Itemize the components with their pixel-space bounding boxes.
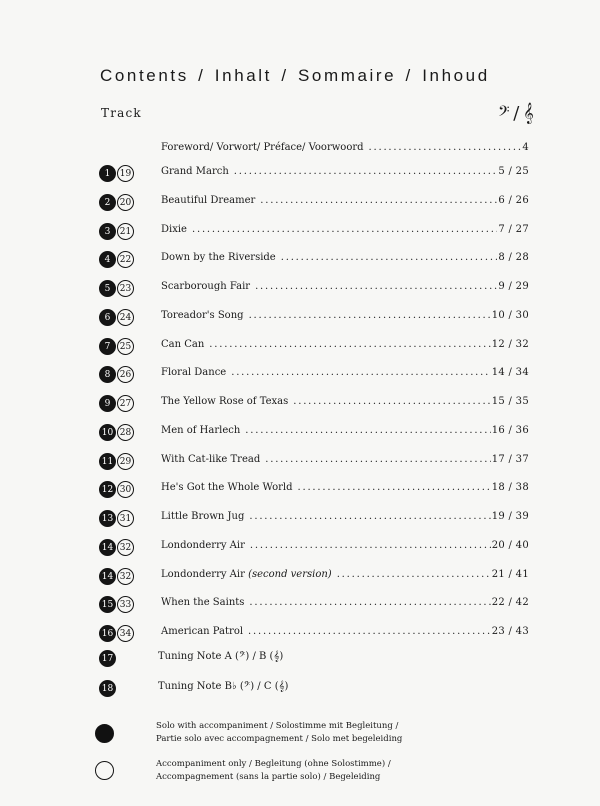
- toc-row[interactable]: [0, 453, 600, 475]
- track-badges: [99, 194, 134, 214]
- track-badges: [99, 481, 134, 501]
- accompaniment-track-icon: 19: [117, 165, 134, 182]
- accompaniment-track-icon: 20: [117, 194, 134, 211]
- track-badges: [99, 596, 134, 616]
- track-column-label: Track: [101, 106, 142, 120]
- toc-row[interactable]: [0, 251, 600, 273]
- solo-track-icon: 12: [99, 481, 116, 498]
- toc-entry: [161, 166, 529, 177]
- toc-entry: [161, 367, 529, 378]
- track-badges: [99, 510, 134, 530]
- accompaniment-track-icon: 21: [117, 223, 134, 240]
- entry-page: 15 / 35: [491, 396, 529, 407]
- solo-track-icon: 3: [99, 223, 116, 240]
- track-badges: [99, 539, 134, 559]
- entry-title: American Patrol: [161, 626, 244, 637]
- accompaniment-track-icon: 26: [117, 366, 134, 383]
- solo-track-icon: 6: [99, 309, 116, 326]
- entry-subtitle: (second version): [248, 568, 332, 580]
- accompaniment-track-icon: 28: [117, 424, 134, 441]
- dot-leader: [369, 142, 522, 153]
- toc-entry: [161, 310, 529, 321]
- clef-icon: 𝄢 / 𝄞: [498, 103, 533, 124]
- accompaniment-track-icon: 32: [117, 539, 134, 556]
- toc-entry: [161, 626, 529, 637]
- entry-title: He's Got the Whole World: [161, 482, 293, 494]
- toc-row[interactable]: [0, 309, 600, 331]
- accompaniment-track-icon: 30: [117, 481, 134, 498]
- track-badges: [99, 625, 134, 645]
- entry-title-wrap: [161, 626, 243, 637]
- solo-track-icon: 5: [99, 280, 116, 297]
- solo-track-icon: 14: [99, 568, 116, 585]
- toc-row[interactable]: [0, 625, 600, 647]
- entry-title-wrap: [161, 166, 229, 177]
- solo-legend-line: Partie solo avec accompagnement / Solo met begeleiding: [156, 734, 403, 744]
- solo-track-icon: 1: [99, 165, 116, 182]
- entry-title-wrap: [161, 482, 293, 493]
- accompaniment-track-icon: 24: [117, 309, 134, 326]
- dot-leader: [231, 367, 491, 378]
- track-badges: [99, 424, 134, 444]
- track-badges: [99, 165, 134, 185]
- dot-leader: [293, 396, 490, 407]
- accompaniment-track-icon: 25: [117, 338, 134, 355]
- entry-title: Londonderry Air: [161, 539, 245, 551]
- entry-title-wrap: [161, 511, 244, 522]
- dot-leader: [248, 626, 491, 637]
- toc-row[interactable]: [0, 539, 600, 561]
- entry-title: Scarborough Fair: [161, 281, 251, 292]
- solo-track-icon: 14: [99, 539, 116, 556]
- entry-title: Grand March: [161, 166, 229, 177]
- entry-title: When the Saints: [161, 597, 245, 609]
- accompaniment-legend-text: [156, 758, 416, 784]
- solo-track-icon: 16: [99, 625, 116, 642]
- entry-page: 9 / 29: [498, 281, 529, 292]
- track-badges: [99, 223, 134, 243]
- toc-entry: [161, 511, 529, 522]
- solo-track-icon: 2: [99, 194, 116, 211]
- dot-leader: [265, 454, 490, 465]
- page-title: Contents / Inhalt / Sommaire / Inhoud: [100, 66, 490, 85]
- entry-title: Beautiful Dreamer: [161, 194, 256, 206]
- toc-entry: [161, 425, 529, 436]
- entry-title: Londonderry Air: [161, 568, 245, 580]
- solo-legend-icon: [95, 724, 114, 743]
- accompaniment-track-icon: 31: [117, 510, 134, 527]
- entry-title-wrap: [161, 425, 240, 436]
- toc-row[interactable]: [0, 481, 600, 503]
- entry-title-wrap: [161, 252, 276, 263]
- accompaniment-track-icon: 33: [117, 596, 134, 613]
- entry-title: Little Brown Jug: [161, 511, 245, 522]
- toc-row[interactable]: [0, 280, 600, 302]
- accompaniment-track-icon: 32: [117, 568, 134, 585]
- entry-title-wrap: [161, 310, 244, 321]
- dot-leader: [209, 339, 490, 350]
- dot-leader: [281, 252, 498, 263]
- solo-track-icon: 13: [99, 510, 116, 527]
- solo-track-icon: 10: [99, 424, 116, 441]
- entry-title: Can Can: [161, 338, 205, 350]
- toc-entry: [161, 569, 529, 580]
- dot-leader: [234, 166, 498, 177]
- toc-entry: [161, 339, 529, 350]
- tuning-row[interactable]: [0, 650, 600, 672]
- entry-page: 17 / 37: [491, 453, 529, 465]
- solo-track-icon: 15: [99, 596, 116, 613]
- accompaniment-legend-icon: [95, 761, 114, 780]
- solo-legend-text: [156, 720, 416, 746]
- entry-page: 4: [522, 142, 529, 153]
- dot-leader: [249, 511, 490, 522]
- dot-leader: [255, 281, 497, 292]
- toc-row[interactable]: [0, 596, 600, 618]
- accompaniment-track-icon: 22: [117, 251, 134, 268]
- dot-leader: [260, 195, 497, 206]
- entry-page: 23 / 43: [491, 626, 529, 637]
- entry-page: 21 / 41: [491, 568, 529, 580]
- entry-title: The Yellow Rose of Texas: [161, 396, 289, 407]
- toc-row[interactable]: [0, 568, 600, 590]
- toc-entry: [161, 224, 529, 235]
- entry-page: 14 / 34: [491, 367, 529, 379]
- tuning-note-label: Tuning Note B♭ (𝄢) / C (𝄞): [158, 681, 289, 692]
- toc-row[interactable]: [0, 338, 600, 360]
- dot-leader: [245, 425, 490, 436]
- dot-leader: [249, 597, 490, 608]
- entry-page: 12 / 32: [491, 338, 529, 350]
- toc-entry: [161, 142, 529, 153]
- entry-title-wrap: [161, 540, 245, 551]
- track-badges: [99, 453, 134, 473]
- entry-page: 22 / 42: [491, 597, 529, 609]
- toc-entry: [161, 195, 529, 206]
- solo-track-icon: 11: [99, 453, 116, 470]
- tuning-row[interactable]: [0, 680, 600, 702]
- dot-leader: [250, 540, 491, 551]
- toc-entry: [161, 597, 529, 608]
- solo-track-icon: 7: [99, 338, 116, 355]
- tuning-note-label: Tuning Note A (𝄢) / B (𝄞): [158, 651, 284, 662]
- track-badges: [99, 280, 134, 300]
- entry-page: 20 / 40: [491, 539, 529, 551]
- entry-title-wrap: [161, 597, 244, 608]
- toc-entry: [161, 482, 529, 493]
- entry-title: Foreword/ Vorwort/ Préface/ Voorwoord: [161, 142, 364, 153]
- entry-page: 5 / 25: [498, 166, 529, 177]
- accompaniment-legend-line: Accompagnement (sans la partie solo) / Begeleiding: [156, 772, 381, 782]
- entry-page: 8 / 28: [498, 252, 529, 264]
- track-badges: [99, 568, 134, 588]
- track-badges: [99, 680, 116, 700]
- entry-page: 7 / 27: [498, 223, 529, 235]
- toc-entry: [161, 252, 529, 263]
- entry-title: Down by the Riverside: [161, 252, 276, 264]
- entry-title-wrap: [161, 367, 226, 378]
- solo-track-icon: 9: [99, 395, 116, 412]
- track-badges: [99, 650, 116, 670]
- entry-title-wrap: [161, 224, 187, 235]
- entry-title-wrap: [161, 195, 255, 206]
- solo-legend-line: Solo with accompaniment / Solostimme mit Begleitung /: [156, 721, 399, 731]
- entry-title-wrap: [161, 281, 250, 292]
- toc-row[interactable]: [0, 366, 600, 388]
- entry-title: Toreador's Song: [161, 309, 244, 321]
- track-badges: [99, 395, 134, 415]
- toc-row[interactable]: [0, 165, 600, 187]
- accompaniment-track-icon: 29: [117, 453, 134, 470]
- toc-row[interactable]: [0, 395, 600, 417]
- solo-track-icon: 4: [99, 251, 116, 268]
- entry-title-wrap: [161, 396, 288, 407]
- toc-row[interactable]: [0, 510, 600, 532]
- track-badges: [99, 309, 134, 329]
- solo-track-icon: 17: [99, 650, 116, 667]
- accompaniment-track-icon: 34: [117, 625, 134, 642]
- dot-leader: [337, 569, 491, 580]
- toc-entry: [161, 540, 529, 551]
- entry-title: Floral Dance: [161, 367, 227, 379]
- entry-title-wrap: [161, 454, 260, 465]
- solo-track-icon: 8: [99, 366, 116, 383]
- entry-title-wrap: [161, 569, 332, 580]
- dot-leader: [249, 310, 491, 321]
- toc-entry: [161, 396, 529, 407]
- dot-leader: [298, 482, 491, 493]
- entry-page: 6 / 26: [498, 194, 529, 206]
- track-badges: [99, 338, 134, 358]
- toc-row[interactable]: [0, 223, 600, 245]
- entry-page: 16 / 36: [491, 424, 529, 436]
- toc-row-foreword[interactable]: [0, 141, 600, 163]
- entry-page: 10 / 30: [491, 309, 529, 321]
- entry-page: 19 / 39: [491, 511, 529, 522]
- toc-entry: [161, 454, 529, 465]
- accompaniment-legend-line: Accompaniment only / Begleitung (ohne Solostimme) /: [156, 759, 391, 769]
- solo-track-icon: 18: [99, 680, 116, 697]
- entry-title: Men of Harlech: [161, 424, 241, 436]
- dot-leader: [192, 224, 497, 235]
- entry-title: With Cat-like Tread: [161, 453, 261, 465]
- toc-row[interactable]: [0, 194, 600, 216]
- toc-row[interactable]: [0, 424, 600, 446]
- entry-title: Dixie: [161, 223, 187, 235]
- entry-title-wrap: [161, 339, 204, 350]
- track-badges: [99, 251, 134, 271]
- toc-entry: [161, 281, 529, 292]
- accompaniment-track-icon: 23: [117, 280, 134, 297]
- accompaniment-track-icon: 27: [117, 395, 134, 412]
- entry-page: 18 / 38: [491, 482, 529, 494]
- track-badges: [99, 366, 134, 386]
